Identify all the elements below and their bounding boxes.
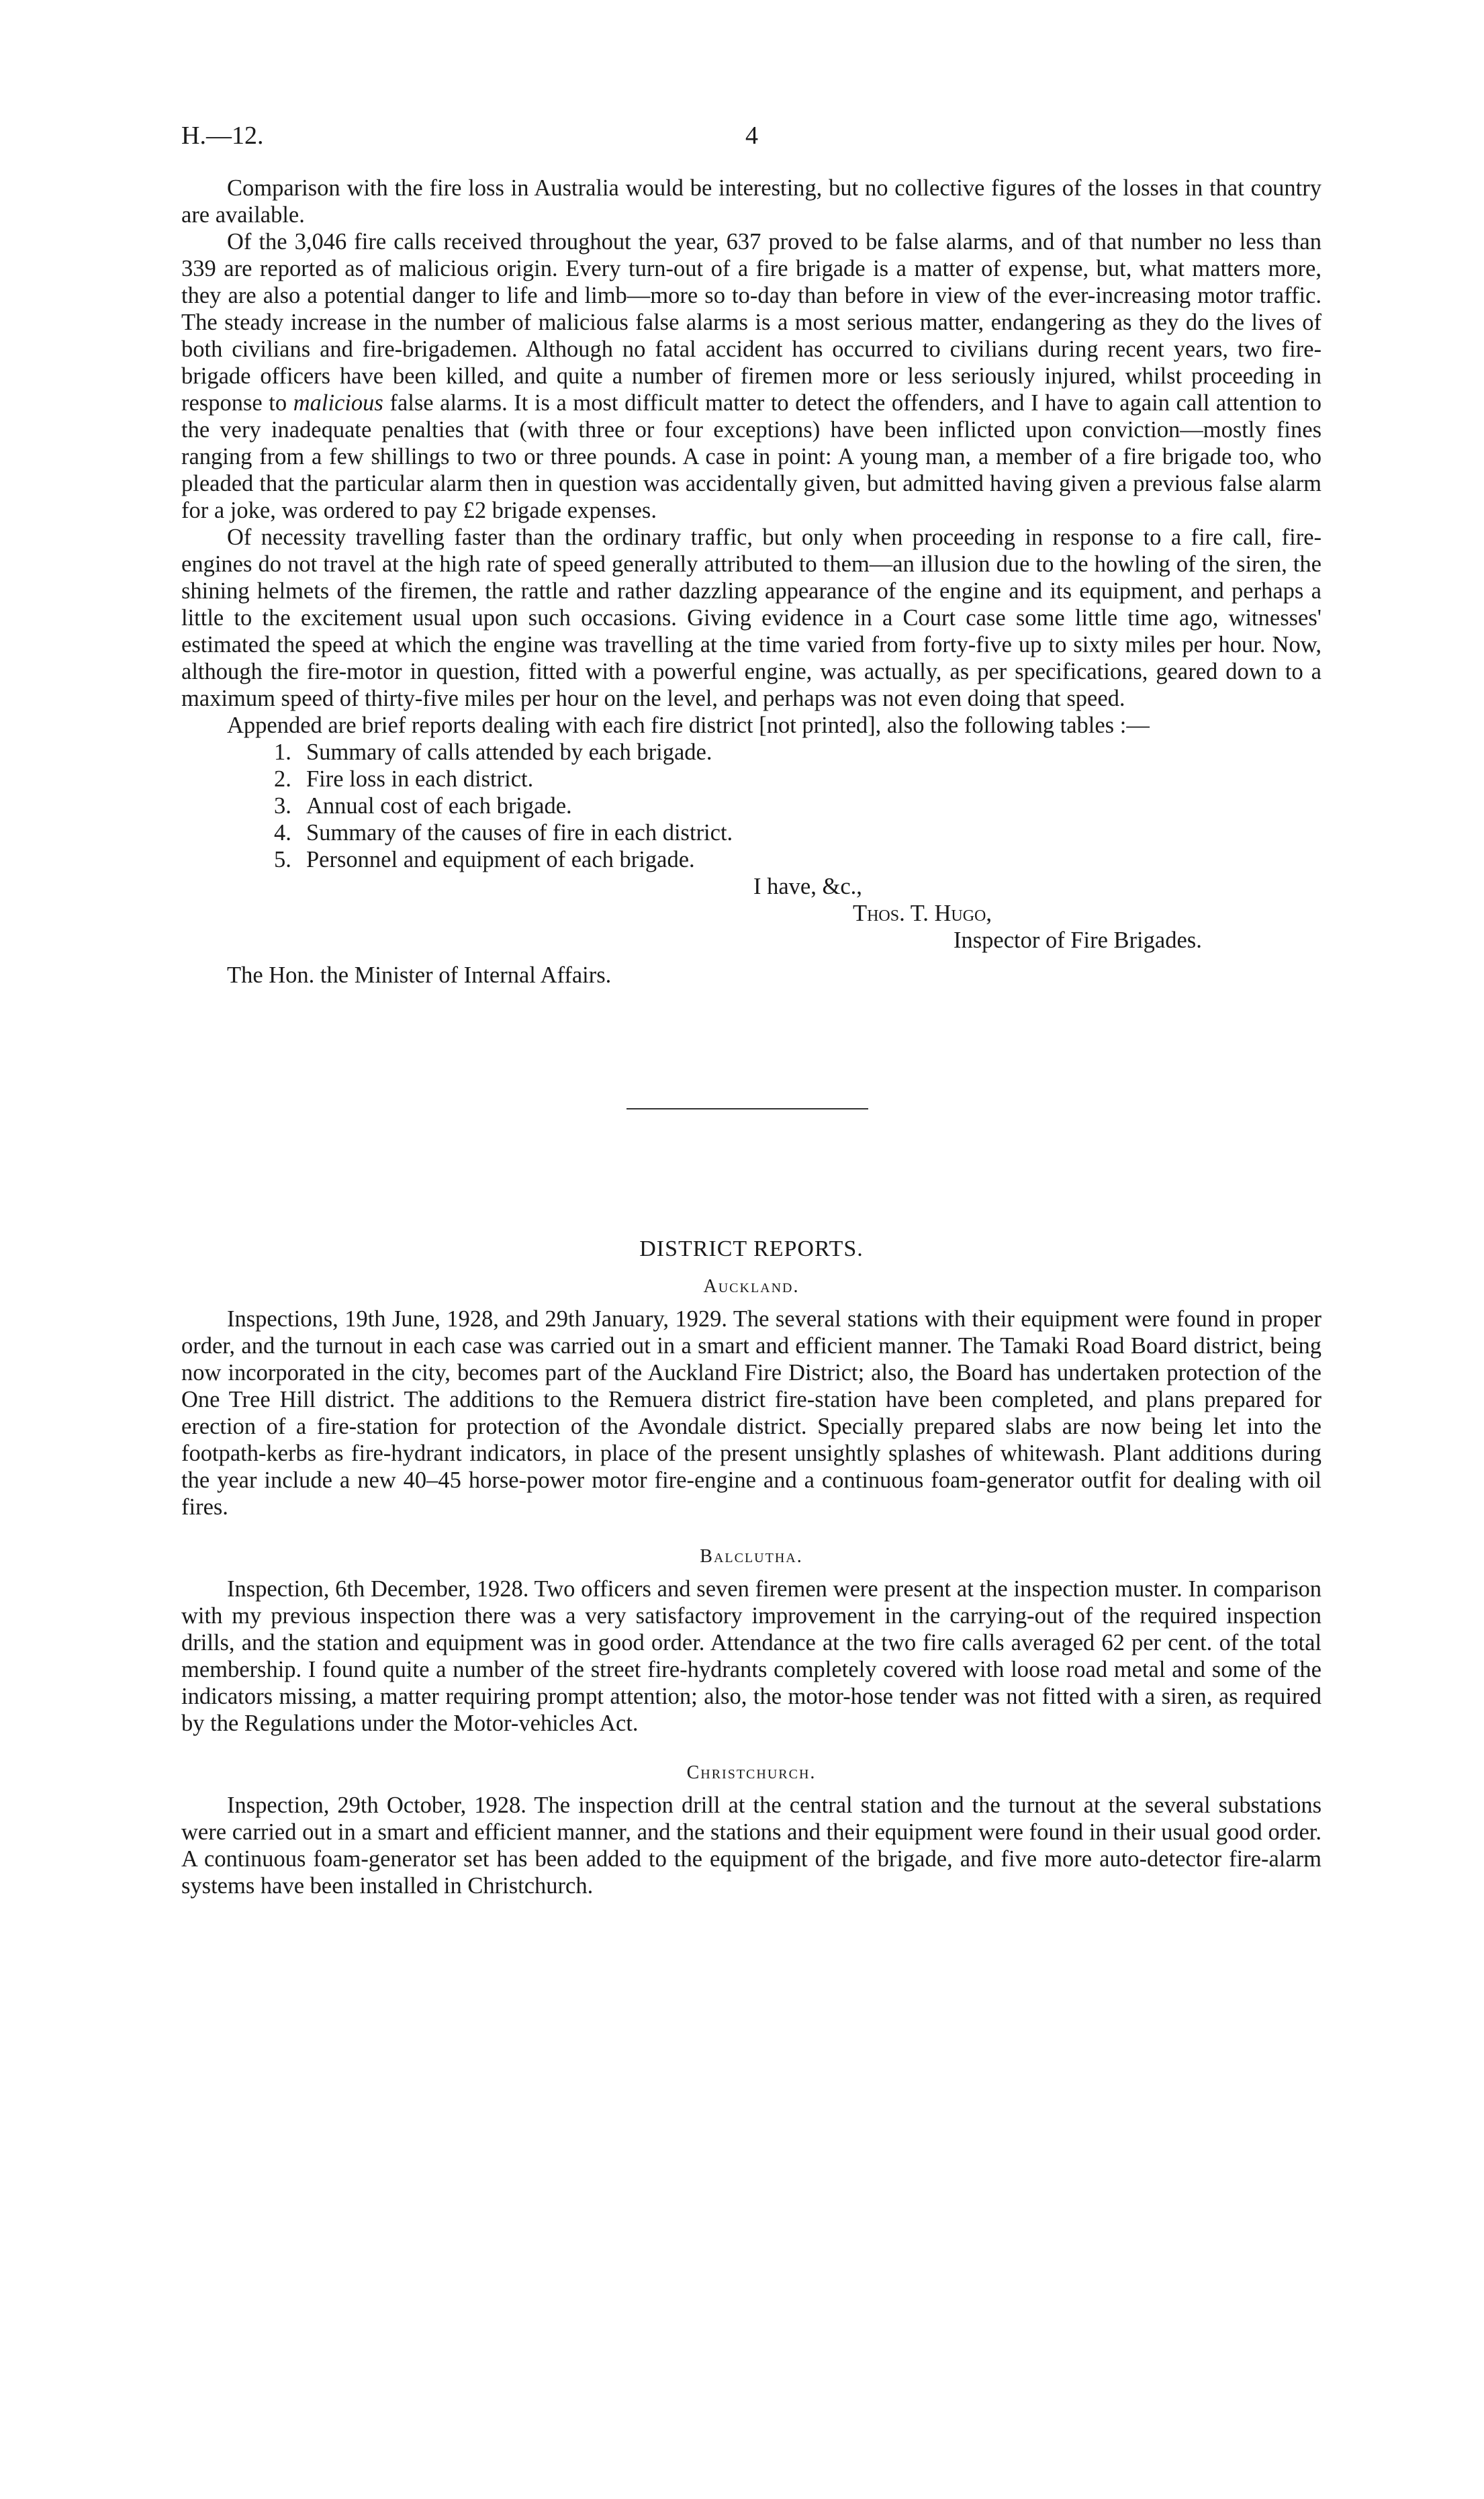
- list-item: 4. Summary of the causes of fire in each district.: [274, 820, 733, 846]
- list-item: 2. Fire loss in each district.: [274, 766, 534, 792]
- page-number: 4: [745, 122, 758, 150]
- signatory-name: Thos. T. Hugo,: [853, 901, 992, 926]
- district-reports-heading: DISTRICT REPORTS.: [639, 1236, 864, 1261]
- intro-paragraph-2: [181, 228, 1321, 524]
- intro-paragraph-4: Appended are brief reports dealing with each fire district [not printed], also the following tables :—: [227, 713, 1150, 738]
- list-item: 3. Annual cost of each brigade.: [274, 793, 572, 819]
- signatory-title: Inspector of Fire Brigades.: [954, 927, 1202, 953]
- document-page: [181, 121, 1321, 1899]
- document-reference: H.—12.: [181, 122, 264, 150]
- addressee: The Hon. the Minister of Internal Affairs.: [227, 962, 612, 988]
- district-heading-auckland: Auckland.: [703, 1276, 800, 1297]
- district-heading-balclutha: Balclutha.: [700, 1546, 803, 1567]
- section-divider: [627, 1108, 868, 1109]
- district-report-christchurch: Inspection, 29th October, 1928. The inspection drill at the central station and the turnout at the several substations were carried out in a smart and efficient manner, and the stations and their equipment were found in their usual good order. A continuous foam-generator set has been added to the equipment of the brigade, and five more auto-detector fire-alarm systems have been installed in Christchurch.: [181, 1792, 1321, 1899]
- district-report-auckland: Inspections, 19th June, 1928, and 29th January, 1929. The several stations with their equipment were found in proper order, and the turnout in each case was carried out in a smart and efficient manner. The Tamaki Road Board district, being now incorporated in the city, becomes part of the Auckland Fire District; also, the Board has undertaken protection of the One Tree Hill district. The additions to the Remuera district fire-station have been completed, and plans prepared for erection of a fire-station for protection of the Avondale district. Specially prepared slabs are now being let into the footpath-kerbs as fire-hydrant indicators, in place of the present unsightly splashes of whitewash. Plant additions during the year include a new 40–45 horse-power motor fire-engine and a continuous foam-generator outfit for dealing with oil fires.: [181, 1306, 1321, 1520]
- intro-paragraph-2-part-2: false alarms. It is a most difficult matter to detect the offenders, and I have to again call attention to the very inadequate penalties that (with three or four exceptions) have been inflicted upon conviction—mostly fines ranging from a few shillings to two or three pounds. A case in point: A young man, a member of a fire brigade too, who pleaded that the particular alarm then in question was accidentally given, but admitted having given a previous false alarm for a joke, was ordered to pay £2 brigade expenses.: [181, 390, 1322, 523]
- district-report-balclutha: Inspection, 6th December, 1928. Two officers and seven firemen were present at the inspection muster. In comparison with my previous inspection there was a very satisfactory improvement in the carrying-out of the required inspection drills, and the station and equipment was in good order. Attendance at the two fire calls averaged 62 per cent. of the total membership. I found quite a number of the street fire-hydrants completely covered with loose road metal and some of the indicators missing, a matter requiring prompt attention; also, the motor-hose tender was not fitted with a siren, as required by the Regulations under the Motor-vehicles Act.: [181, 1576, 1321, 1736]
- intro-paragraph-3: Of necessity travelling faster than the ordinary traffic, but only when proceeding in response to a fire call, fire-engines do not travel at the high rate of speed generally attributed to them—an illusion due to the howling of the siren, the shining helmets of the firemen, the rattle and rather dazzling appearance of the engine and its equipment, and perhaps a little to the excitement usual upon such occasions. Giving evidence in a Court case some little time ago, witnesses' estimated the speed at which the engine was travelling at the time varied from forty-five up to sixty miles per hour. Now, although the fire-motor in question, fitted with a powerful engine, was actually, as per specifications, geared down to a maximum speed of thirty-five miles per hour on the level, and perhaps was not even doing that speed.: [181, 525, 1321, 711]
- list-item: 5. Personnel and equipment of each brigade.: [274, 847, 695, 872]
- intro-paragraph-2-emphasis: malicious: [293, 390, 383, 416]
- district-heading-christchurch: Christchurch.: [686, 1762, 817, 1783]
- list-item: 1. Summary of calls attended by each brigade.: [274, 739, 712, 765]
- letter-closing: [181, 873, 1321, 1007]
- intro-paragraph-1: Comparison with the fire loss in Australia would be interesting, but no collective figures of the losses in that country are available.: [181, 175, 1321, 228]
- tables-list: [181, 739, 1321, 873]
- page-header: [181, 121, 1321, 175]
- intro-paragraph-2-part-1: Of the 3,046 fire calls received throughout the year, 637 proved to be false alarms, and of that number no less than 339 are reported as of malicious origin. Every turn-out of a fire brigade is a matter of expense, but, what matters more, they are also a potential danger to life and limb—more so to-day than before in view of the ever-increasing motor traffic. The steady increase in the number of malicious false alarms is a most serious matter, endangering as they do the lives of both civilians and fire-brigademen. Although no fatal accident has occurred to civilians during recent years, two fire-brigade officers have been killed, and quite a number of firemen more or less seriously injured, whilst proceeding in response to: [181, 229, 1321, 416]
- closing-salutation: I have, &c.,: [753, 874, 862, 899]
